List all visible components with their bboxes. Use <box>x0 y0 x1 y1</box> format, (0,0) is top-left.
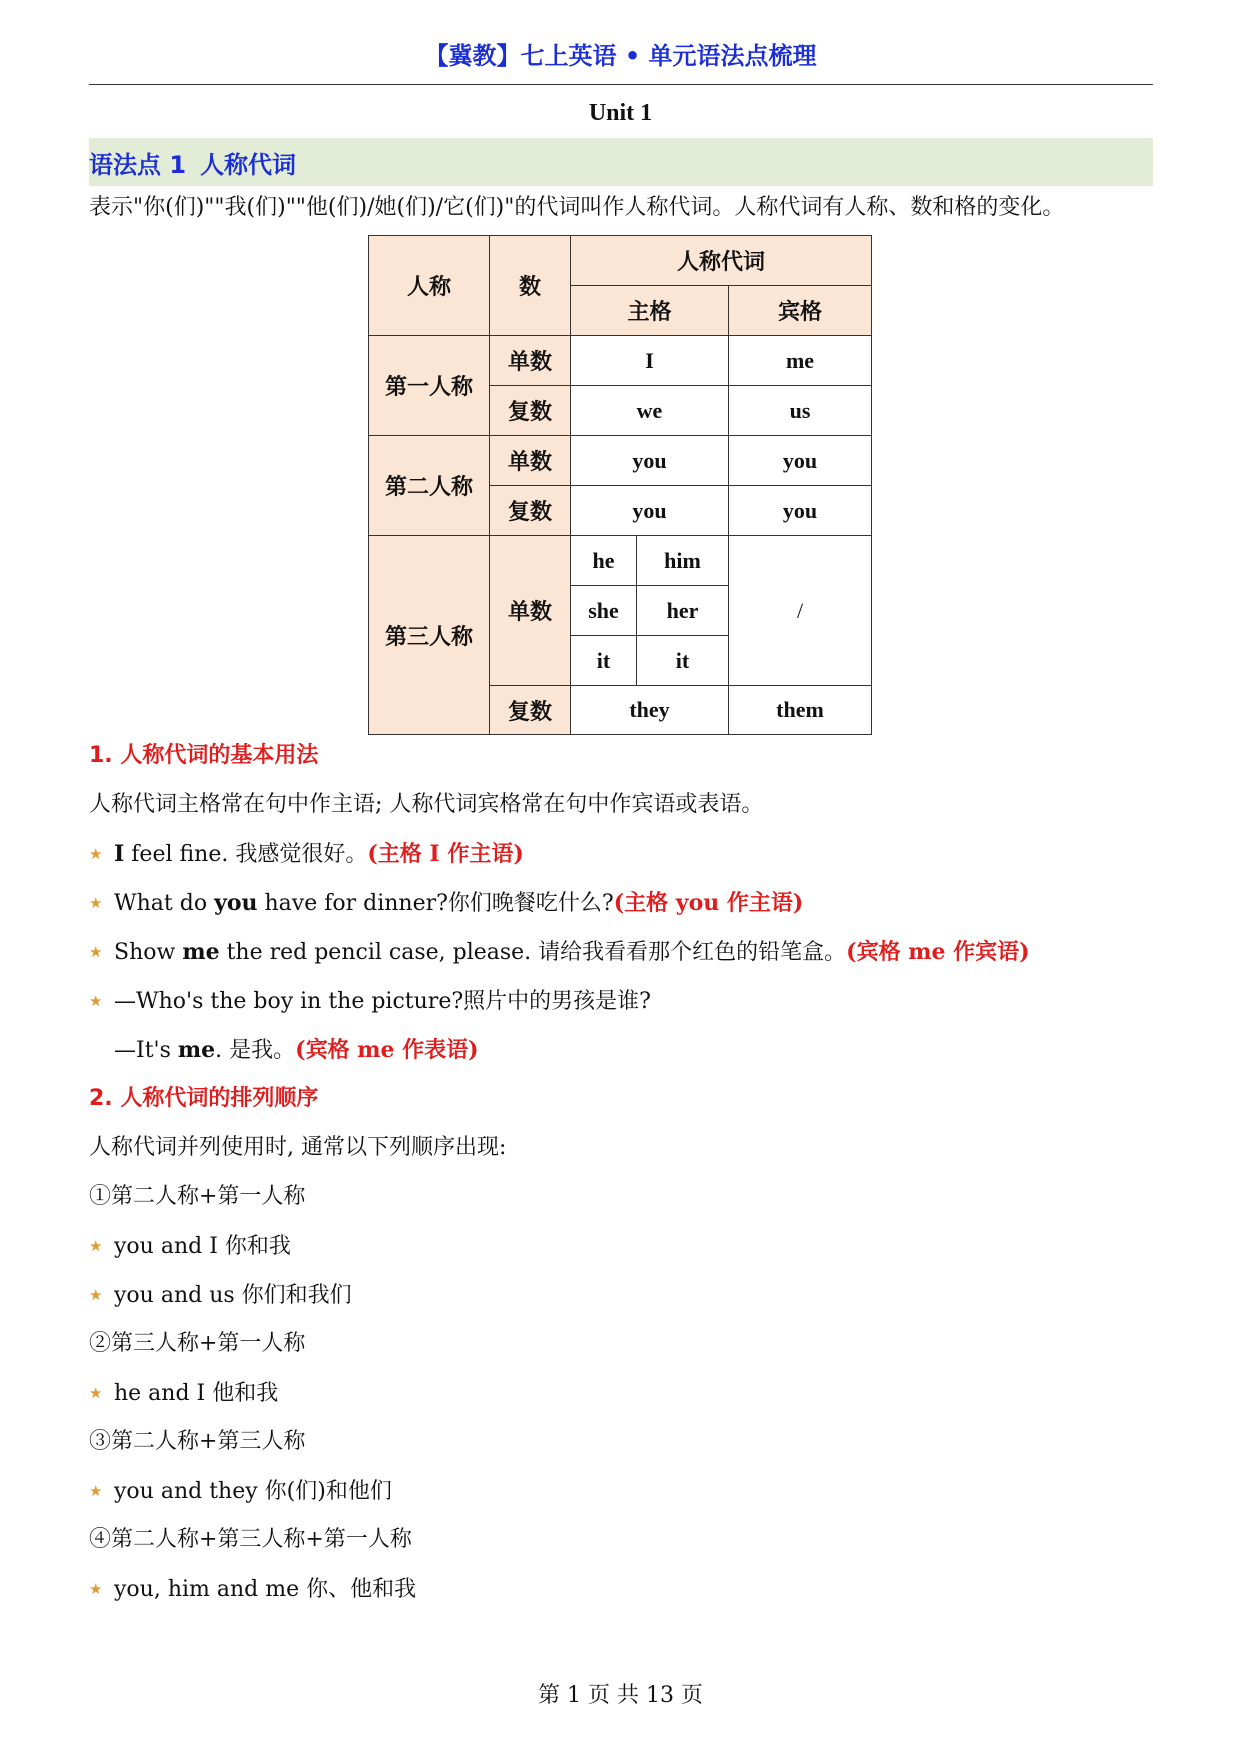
example-3: ★ Show me the red pencil case, please. 请给我看看那个红色的铅笔盒。(宾格 me 作宾语) <box>89 936 1030 969</box>
star-icon: ★ <box>89 894 103 912</box>
second-plural-subject: you <box>571 486 729 536</box>
header-pronoun: 人称代词 <box>571 236 872 286</box>
order-4-example-1: ★ you, him and me 你、他和我 <box>89 1573 416 1606</box>
second-singular-subject: you <box>571 436 729 486</box>
star-icon: ★ <box>89 1384 103 1402</box>
third-she-subject: she <box>571 586 637 636</box>
second-singular-label: 单数 <box>490 436 571 486</box>
section1-title: 1. 人称代词的基本用法 <box>89 743 319 768</box>
header-number: 数 <box>490 236 571 336</box>
order-1-example-1: ★ you and I 你和我 <box>89 1230 291 1263</box>
order-4: ④第二人称+第三人称+第一人称 <box>89 1527 412 1552</box>
third-plural-label: 复数 <box>490 686 571 735</box>
grammar-point-number: 语法点 1 <box>89 150 187 179</box>
example-4: ★ —Who's the boy in the picture?照片中的男孩是谁? <box>89 985 651 1018</box>
header-person: 人称 <box>369 236 490 336</box>
section2-title: 2. 人称代词的排列顺序 <box>89 1086 319 1111</box>
example-4-answer: —It's me. 是我。(宾格 me 作表语) <box>114 1037 479 1063</box>
first-plural-subject: we <box>571 386 729 436</box>
header-object: 宾格 <box>729 286 872 336</box>
star-icon: ★ <box>89 943 103 961</box>
third-plural-object: them <box>729 686 872 735</box>
third-plural-subject: they <box>571 686 729 735</box>
third-he-subject: he <box>571 536 637 586</box>
star-icon: ★ <box>89 1482 103 1500</box>
first-plural-label: 复数 <box>490 386 571 436</box>
star-icon: ★ <box>89 1237 103 1255</box>
header-title: 【冀教】七上英语 • 单元语法点梳理 <box>424 42 817 70</box>
order-1: ①第二人称+第一人称 <box>89 1184 306 1209</box>
header-rule <box>89 84 1153 85</box>
row-third-person: 第三人称 <box>369 536 490 735</box>
first-plural-object: us <box>729 386 872 436</box>
grammar-point-title: 人称代词 <box>200 150 297 179</box>
star-icon: ★ <box>89 992 103 1010</box>
order-2: ②第三人称+第一人称 <box>89 1331 306 1356</box>
third-it-object: it <box>637 636 729 686</box>
first-singular-label: 单数 <box>490 336 571 386</box>
second-singular-object: you <box>729 436 872 486</box>
first-singular-subject: I <box>571 336 729 386</box>
third-singular-object-note: / <box>729 536 872 686</box>
intro-paragraph: 表示"你(们)""我(们)""他(们)/她(们)/它(们)"的代词叫作人称代词。人称代词有人称、数和格的变化。 <box>89 195 1065 220</box>
second-plural-label: 复数 <box>490 486 571 536</box>
order-3-example-1: ★ you and they 你(们)和他们 <box>89 1475 392 1508</box>
header-subject: 主格 <box>571 286 729 336</box>
second-plural-object: you <box>729 486 872 536</box>
section2-desc: 人称代词并列使用时, 通常以下列顺序出现: <box>89 1135 507 1160</box>
order-2-example-1: ★ he and I 他和我 <box>89 1377 278 1410</box>
star-icon: ★ <box>89 845 103 863</box>
pronoun-table <box>368 235 872 735</box>
row-second-person: 第二人称 <box>369 436 490 536</box>
third-she-object: her <box>637 586 729 636</box>
first-singular-object: me <box>729 336 872 386</box>
example-1: ★ I feel fine. 我感觉很好。(主格 I 作主语) <box>89 838 524 871</box>
third-he-object: him <box>637 536 729 586</box>
section1-desc: 人称代词主格常在句中作主语; 人称代词宾格常在句中作宾语或表语。 <box>89 792 764 817</box>
third-singular-label: 单数 <box>490 536 571 686</box>
third-it-subject: it <box>571 636 637 686</box>
star-icon: ★ <box>89 1580 103 1598</box>
star-icon: ★ <box>89 1286 103 1304</box>
page-footer: 第 1 页 共 13 页 <box>538 1683 703 1708</box>
order-1-example-2: ★ you and us 你们和我们 <box>89 1279 352 1312</box>
unit-title: Unit 1 <box>588 100 653 126</box>
example-2: ★ What do you have for dinner?你们晚餐吃什么?(主格 you 作主语) <box>89 887 803 920</box>
grammar-point-heading <box>89 138 1153 186</box>
order-3: ③第二人称+第三人称 <box>89 1429 306 1454</box>
row-first-person: 第一人称 <box>369 336 490 436</box>
